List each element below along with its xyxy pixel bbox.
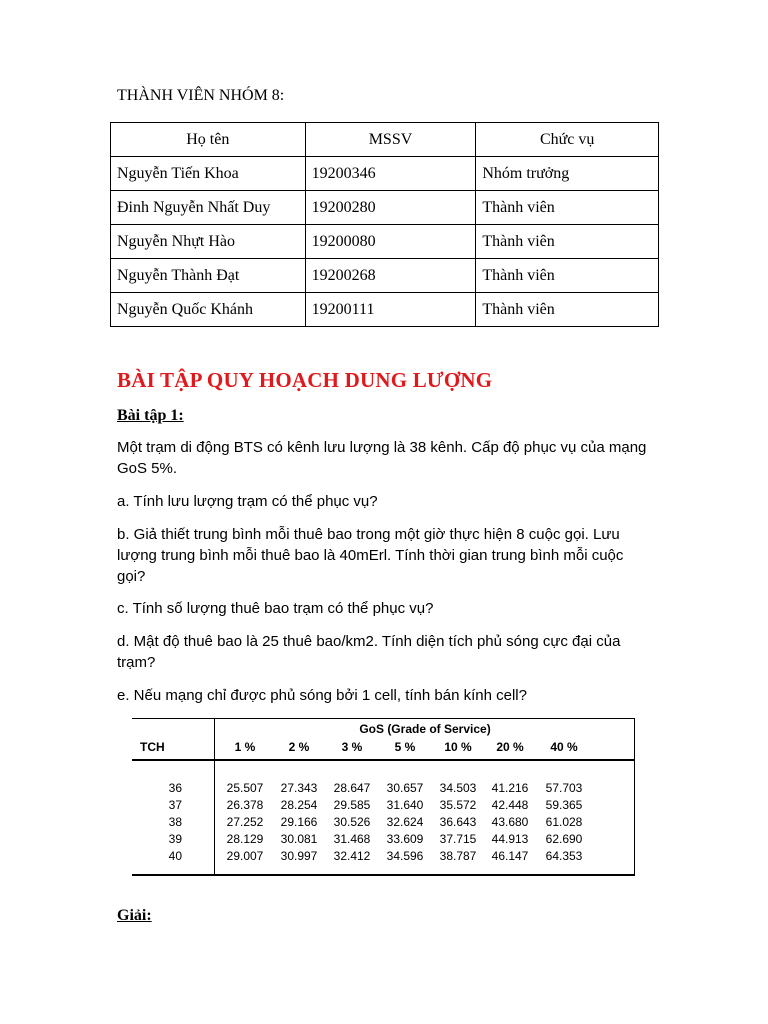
member-id: 19200346: [305, 157, 476, 191]
traffic-value: 46.147: [491, 849, 529, 863]
member-name: Nguyễn Thành Đạt: [111, 259, 306, 293]
table-row: [132, 797, 632, 814]
gos-column-header: 40 %: [550, 740, 578, 754]
traffic-value: 59.365: [545, 798, 583, 812]
traffic-value: 28.129: [226, 832, 264, 846]
traffic-value: 29.585: [333, 798, 371, 812]
traffic-value: 41.216: [491, 781, 529, 795]
table-row: [132, 831, 632, 848]
erlang-b-table: [132, 718, 635, 876]
member-id: 19200080: [305, 225, 476, 259]
traffic-value: 43.680: [491, 815, 529, 829]
traffic-value: 26.378: [226, 798, 264, 812]
table-row: [111, 157, 659, 191]
problem-intro: Một trạm di động BTS có kênh lưu lượng là 38 kênh. Cấp độ phục vụ của mạng GoS 5%.: [117, 439, 647, 477]
gos-column-header: 1 %: [234, 740, 256, 754]
table-divider: [634, 719, 635, 874]
gos-column-header: 10 %: [444, 740, 472, 754]
gos-table-title: GoS (Grade of Service): [359, 722, 491, 736]
group-title: THÀNH VIÊN NHÓM 8:: [117, 87, 285, 104]
traffic-value: 30.526: [333, 815, 371, 829]
main-heading: BÀI TẬP QUY HOẠCH DUNG LƯỢNG: [117, 368, 493, 392]
traffic-value: 34.596: [386, 849, 424, 863]
table-row: [111, 191, 659, 225]
member-role: Thành viên: [476, 293, 659, 327]
table-divider: [132, 759, 635, 761]
tch-value: 36: [168, 781, 182, 795]
tch-value: 40: [168, 849, 182, 863]
traffic-value: 42.448: [491, 798, 529, 812]
traffic-value: 62.690: [545, 832, 583, 846]
table-row: [132, 814, 632, 831]
traffic-value: 35.572: [439, 798, 477, 812]
member-name: Đinh Nguyễn Nhất Duy: [111, 191, 306, 225]
table-row: [132, 848, 632, 865]
traffic-value: 29.166: [280, 815, 318, 829]
traffic-value: 28.647: [333, 781, 371, 795]
exercise-title: Bài tập 1:: [117, 407, 184, 424]
tch-value: 37: [168, 798, 182, 812]
header-role: Chức vụ: [476, 123, 659, 157]
traffic-value: 36.643: [439, 815, 477, 829]
traffic-value: 31.640: [386, 798, 424, 812]
header-name: Họ tên: [111, 123, 306, 157]
table-row: [132, 780, 632, 797]
member-name: Nguyễn Nhựt Hào: [111, 225, 306, 259]
traffic-value: 64.353: [545, 849, 583, 863]
traffic-value: 27.343: [280, 781, 318, 795]
tch-value: 38: [168, 815, 182, 829]
solution-title: Giải:: [117, 907, 152, 924]
member-name: Nguyễn Quốc Khánh: [111, 293, 306, 327]
traffic-value: 27.252: [226, 815, 264, 829]
traffic-value: 33.609: [386, 832, 424, 846]
member-role: Nhóm trưởng: [476, 157, 659, 191]
traffic-value: 30.081: [280, 832, 318, 846]
traffic-value: 37.715: [439, 832, 477, 846]
gos-column-header: 5 %: [394, 740, 416, 754]
gos-column-header: 20 %: [496, 740, 524, 754]
gos-column-header: 2 %: [288, 740, 310, 754]
traffic-value: 61.028: [545, 815, 583, 829]
tch-header: TCH: [140, 740, 165, 754]
traffic-value: 29.007: [226, 849, 264, 863]
question-a: a. Tính lưu lượng trạm có thể phục vụ?: [117, 493, 378, 510]
table-row: [111, 259, 659, 293]
tch-value: 39: [168, 832, 182, 846]
question-c: c. Tính số lượng thuê bao trạm có thể phục vụ?: [117, 600, 434, 617]
traffic-value: 25.507: [226, 781, 264, 795]
member-role: Thành viên: [476, 191, 659, 225]
table-row: [111, 225, 659, 259]
question-e: e. Nếu mạng chỉ được phủ sóng bởi 1 cell, tính bán kính cell?: [117, 687, 527, 704]
members-table: [110, 122, 659, 327]
traffic-value: 30.997: [280, 849, 318, 863]
table-row: [111, 293, 659, 327]
member-id: 19200268: [305, 259, 476, 293]
traffic-value: 31.468: [333, 832, 371, 846]
member-role: Thành viên: [476, 225, 659, 259]
header-student-id: MSSV: [305, 123, 476, 157]
traffic-value: 34.503: [439, 781, 477, 795]
member-name: Nguyễn Tiến Khoa: [111, 157, 306, 191]
member-id: 19200111: [305, 293, 476, 327]
traffic-value: 57.703: [545, 781, 583, 795]
question-b: b. Giả thiết trung bình mỗi thuê bao trong một giờ thực hiện 8 cuộc gọi. Lưu lượng trung bình mỗi thuê bao là 40mErl. Tính thời gian trung bình mỗi cuộc gọi?: [117, 526, 624, 585]
traffic-value: 32.624: [386, 815, 424, 829]
traffic-value: 44.913: [491, 832, 529, 846]
traffic-value: 38.787: [439, 849, 477, 863]
member-role: Thành viên: [476, 259, 659, 293]
traffic-value: 30.657: [386, 781, 424, 795]
traffic-value: 32.412: [333, 849, 371, 863]
traffic-value: 28.254: [280, 798, 318, 812]
member-id: 19200280: [305, 191, 476, 225]
gos-column-header: 3 %: [341, 740, 363, 754]
members-header-row: [111, 123, 659, 157]
question-d: d. Mật độ thuê bao là 25 thuê bao/km2. Tính diện tích phủ sóng cực đại của trạm?: [117, 633, 621, 671]
